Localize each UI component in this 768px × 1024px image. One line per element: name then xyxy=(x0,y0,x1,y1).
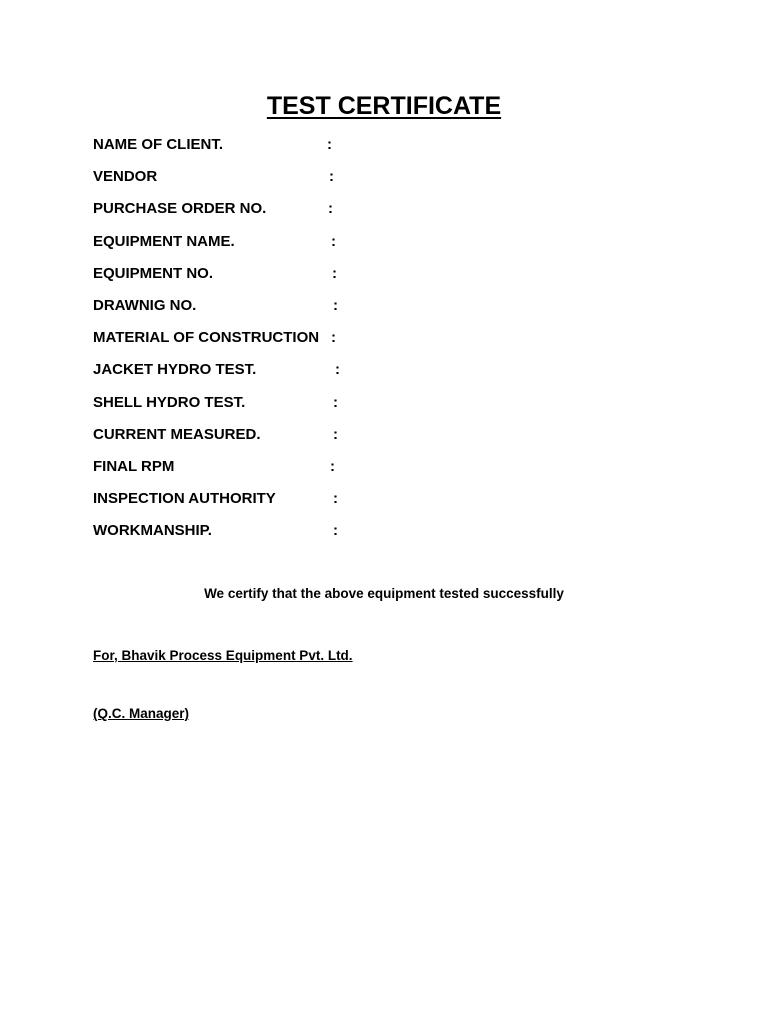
field-colon: : xyxy=(331,232,336,250)
field-colon: : xyxy=(333,490,338,508)
field-colon: : xyxy=(333,296,338,314)
field-colon: : xyxy=(332,264,337,282)
field-label: MATERIAL OF CONSTRUCTION xyxy=(93,329,320,347)
field-label: VENDOR xyxy=(93,168,158,186)
field-colon: : xyxy=(335,361,340,379)
field-colon: : xyxy=(331,329,336,347)
field-colon: : xyxy=(327,136,332,153)
certification-statement: We certify that the above equipment tested successfully xyxy=(204,586,564,601)
signatory-title: (Q.C. Manager) xyxy=(93,706,190,721)
field-colon: : xyxy=(333,522,338,540)
field-colon: : xyxy=(333,393,338,411)
field-label: EQUIPMENT NO. xyxy=(93,264,214,282)
field-label: SHELL HYDRO TEST. xyxy=(93,393,246,411)
field-label: INSPECTION AUTHORITY xyxy=(93,490,276,508)
field-colon: : xyxy=(329,168,334,186)
field-label: JACKET HYDRO TEST. xyxy=(93,361,257,379)
field-colon: : xyxy=(328,200,333,218)
field-colon: : xyxy=(333,425,338,443)
field-label: CURRENT MEASURED. xyxy=(93,425,261,443)
field-label: PURCHASE ORDER NO. xyxy=(93,200,267,218)
field-label: FINAL RPM xyxy=(93,457,175,475)
field-label: EQUIPMENT NAME. xyxy=(93,232,235,250)
field-label: DRAWNIG NO. xyxy=(93,296,197,314)
page-title: TEST CERTIFICATE xyxy=(266,92,502,120)
field-label: NAME OF CLIENT. xyxy=(93,136,223,153)
company-signature-line: For, Bhavik Process Equipment Pvt. Ltd. xyxy=(93,648,353,663)
field-colon: : xyxy=(330,457,335,475)
field-label: WORKMANSHIP. xyxy=(93,522,212,540)
